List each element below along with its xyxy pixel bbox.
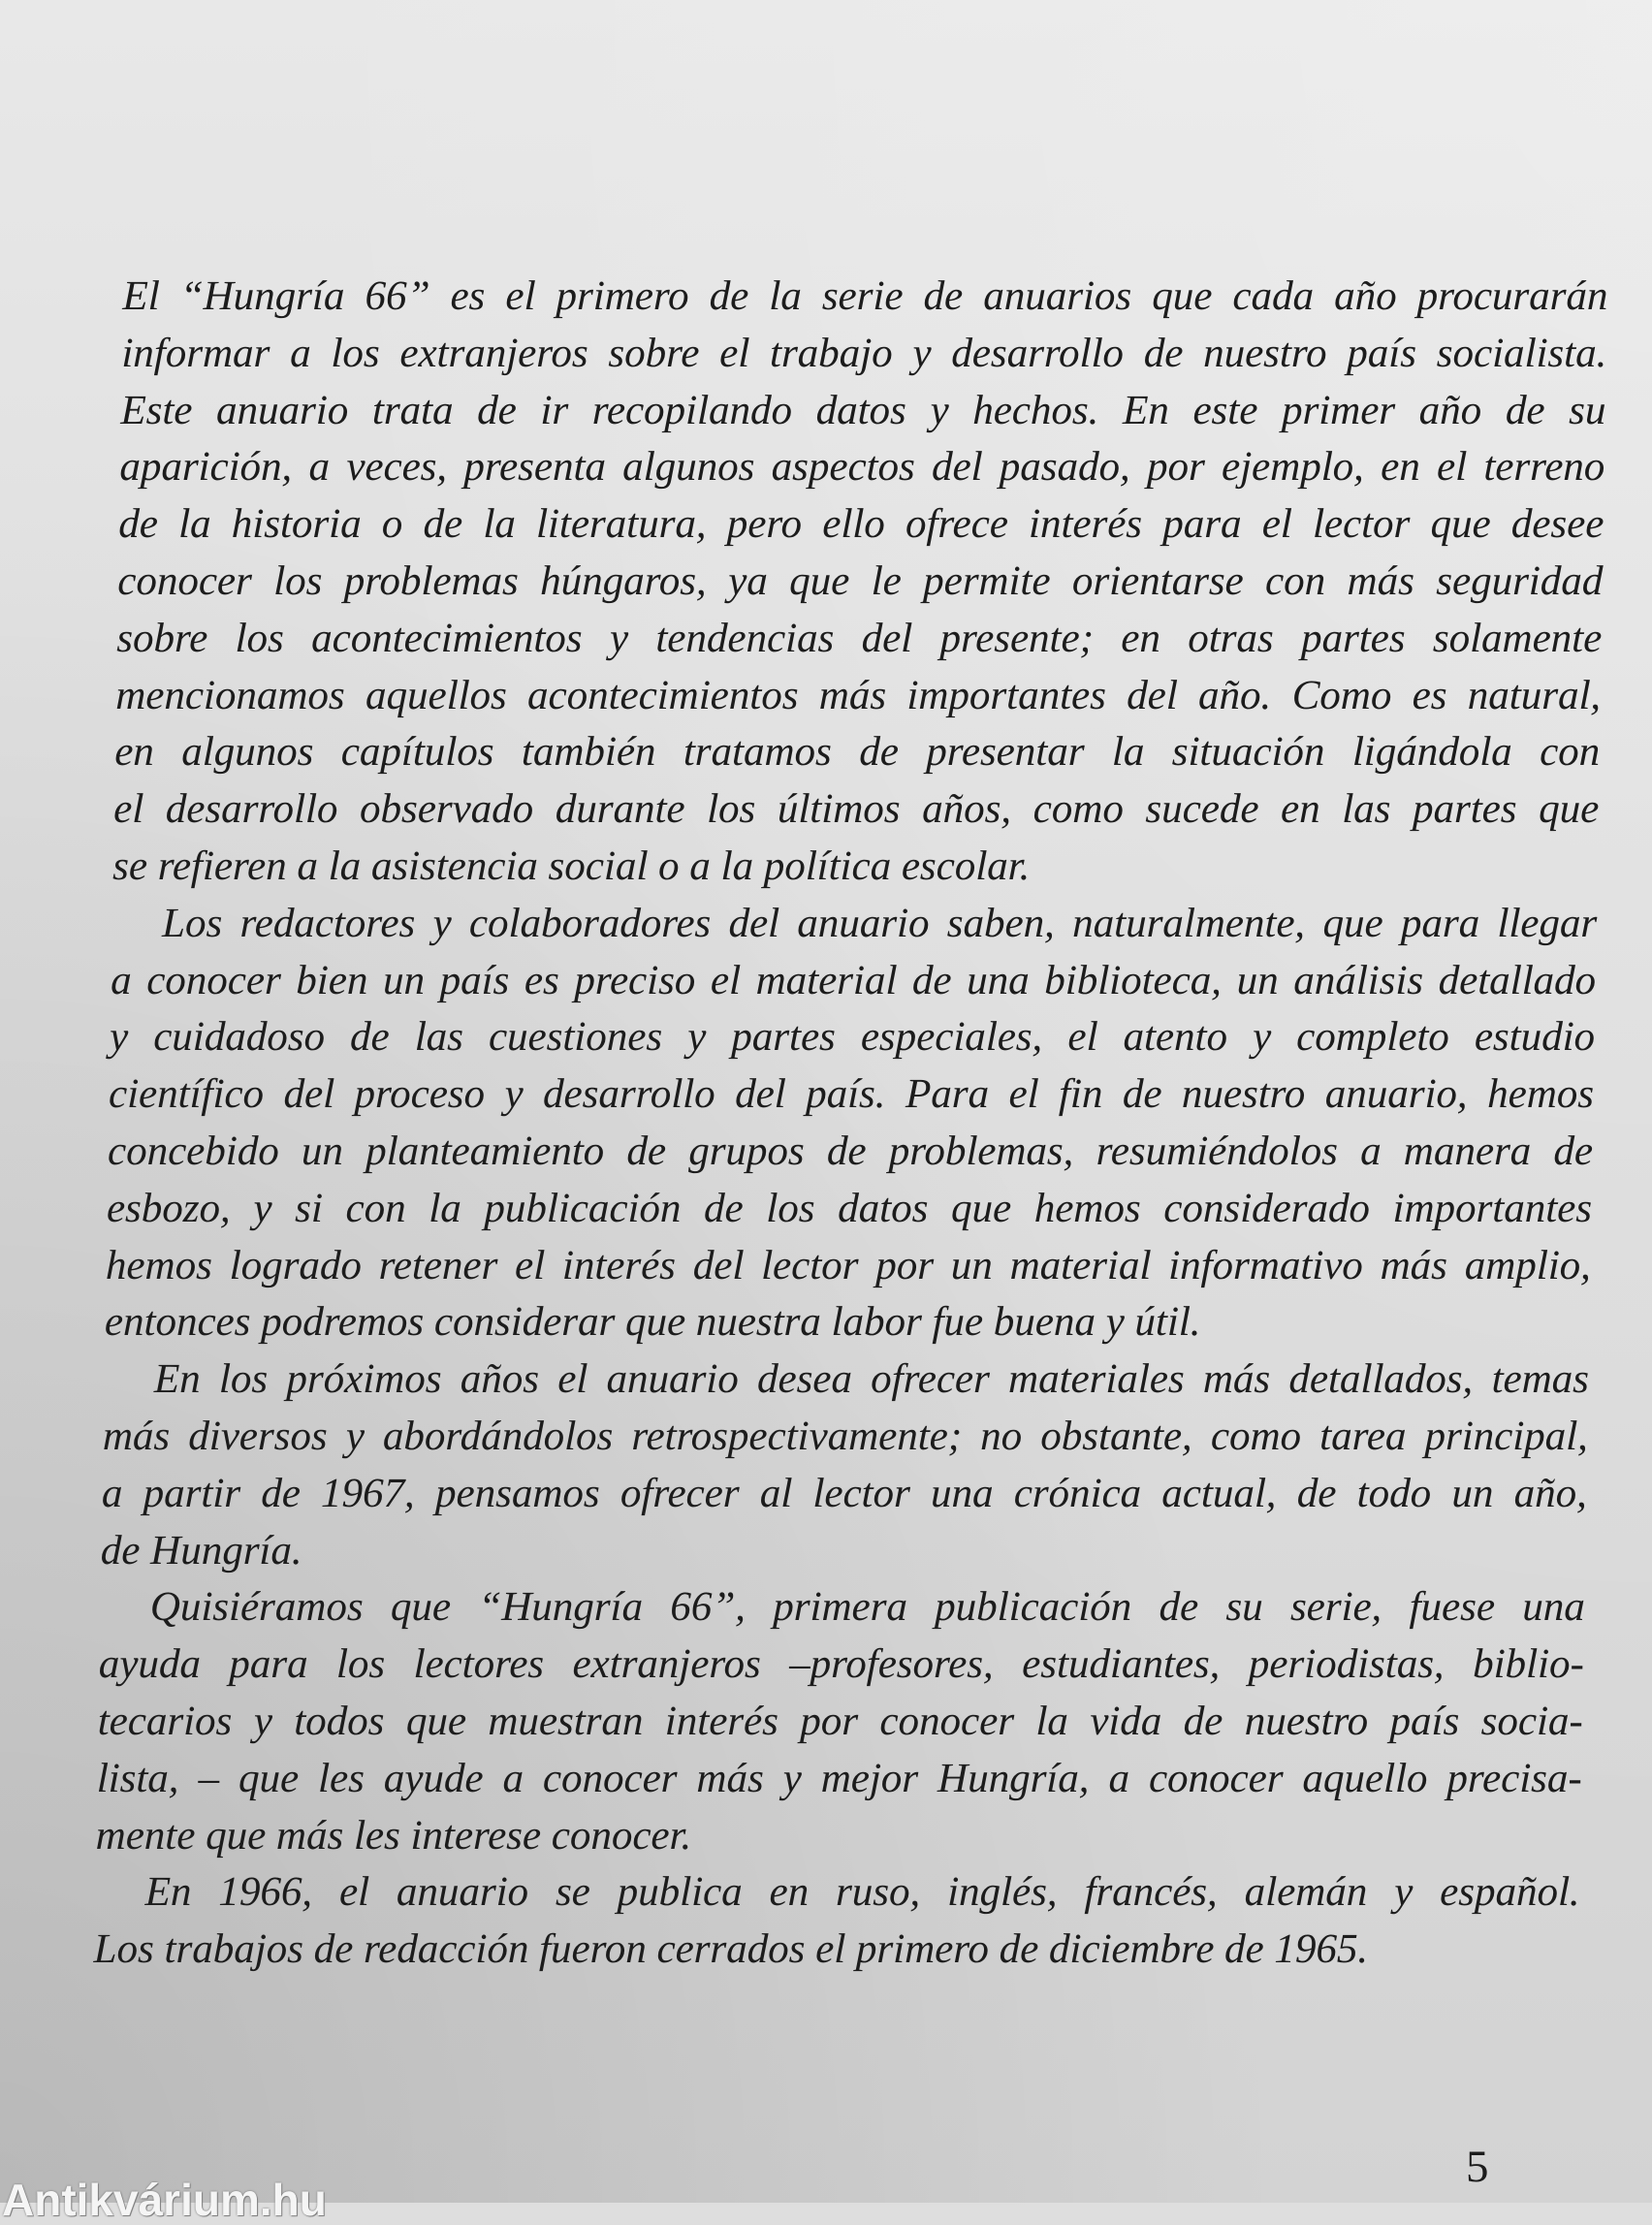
text-line: el desarrollo observado durante los últimos años, como sucede en las partes que <box>112 786 1600 833</box>
text-line: informar a los extranjeros sobre el trabajo y desarrollo de nuestro país socialista. <box>121 330 1607 376</box>
text-line: En 1966, el anuario se publica en ruso, inglés, francés, alemán y español. <box>144 1869 1581 1916</box>
text-line: sobre los acontecimientos y tendencias del presente; en otras partes solamente <box>115 615 1603 661</box>
text-line: esbozo, y si con la publicación de los datos que hemos considerado importantes <box>106 1185 1593 1231</box>
watermark <box>0 2175 407 2225</box>
text-line: científico del proceso y desarrollo del país. Para el fin de nuestro anuario, hemos <box>108 1071 1595 1118</box>
body-text <box>93 269 1608 1979</box>
text-line: en algunos capítulos también tratamos de presentar la situación ligándola con <box>113 729 1601 776</box>
text-line: y cuidadoso de las cuestiones y partes especiales, el atento y completo estudio <box>109 1014 1596 1061</box>
text-line: a conocer bien un país es preciso el material de una biblioteca, un análisis detallado <box>110 957 1597 1003</box>
text-line: mente que más les interese conocer. <box>95 1812 692 1859</box>
text-line: Quisiéramos que “Hungría 66”, primera publicación de su serie, fuese una <box>149 1584 1586 1631</box>
text-line: de la historia o de la literatura, pero ello ofrece interés para el lector que desee <box>117 501 1604 548</box>
text-line: aparición, a veces, presenta algunos aspectos del pasado, por ejemplo, en el terreno <box>119 444 1605 491</box>
text-line: En los próximos años el anuario desea ofrecer materiales más detallados, temas <box>153 1356 1590 1403</box>
text-line: lista, – que les ayude a conocer más y mejor Hungría, a conocer aquello precisa- <box>96 1755 1583 1801</box>
text-line: más diversos y abordándolos retrospectivamente; no obstante, como tarea principal, <box>102 1413 1589 1459</box>
page-number: 5 <box>1466 2142 1489 2192</box>
paragraph-1 <box>112 269 1608 896</box>
paragraph-5 <box>93 1864 1580 1979</box>
text-line: ayuda para los lectores extranjeros –profesores, estudiantes, periodistas, biblio- <box>98 1641 1585 1688</box>
text-line: Los trabajos de redacción fueron cerrados el primero de diciembre de 1965. <box>93 1926 1369 1973</box>
text-line: de Hungría. <box>100 1527 303 1573</box>
watermark-text: Antikvárium.hu <box>2 2175 327 2225</box>
paragraph-4 <box>95 1579 1585 1864</box>
text-line: El “Hungría 66” es el primero de la serie de anuarios que cada año procurarán <box>122 273 1608 319</box>
text-line: conocer los problemas húngaros, ya que le permite orientarse con más seguridad <box>116 557 1604 604</box>
text-line: mencionamos aquellos acontecimientos más importantes del año. Como es natural, <box>114 672 1602 718</box>
text-line: concebido un planteamiento de grupos de problemas, resumiéndolos a manera de <box>107 1128 1594 1174</box>
text-line: Este anuario trata de ir recopilando datos y hechos. En este primer año de su <box>120 387 1606 433</box>
text-line: Los redactores y colaboradores del anuario saben, naturalmente, que para llegar <box>161 900 1598 946</box>
text-line: entonces podremos considerar que nuestra labor fue buena y útil. <box>104 1299 1202 1346</box>
paragraph-2 <box>105 896 1598 1351</box>
paragraph-3 <box>100 1351 1589 1579</box>
text-line: hemos logrado retener el interés del lector por un material informativo más amplio, <box>105 1242 1592 1288</box>
text-line: se refieren a la asistencia social o a la política escolar. <box>111 842 1031 889</box>
text-line: a partir de 1967, pensamos ofrecer al lector una crónica actual, de todo un año, <box>101 1470 1588 1516</box>
text-line: tecarios y todos que muestran interés por conocer la vida de nuestro país socia- <box>97 1698 1584 1744</box>
